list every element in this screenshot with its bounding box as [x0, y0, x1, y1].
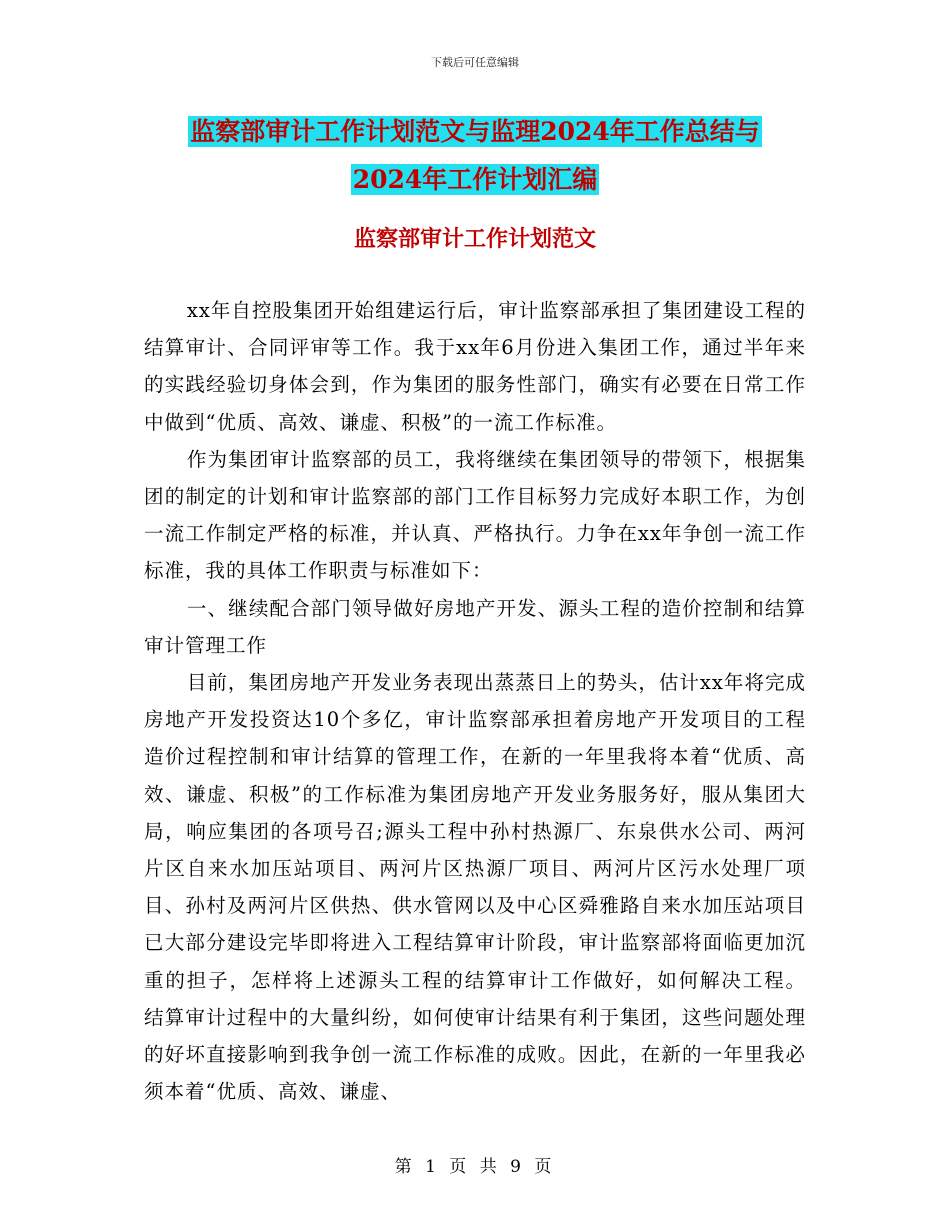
header-note: 下载后可任意编辑 [431, 56, 519, 69]
section-title: 监察部审计工作计划范文 [353, 226, 596, 252]
body-paragraph: 目前，集团房地产开发业务表现出蒸蒸日上的势头，估计xx年将完成房地产开发投资达10个多亿，审计监察部承担着房地产开发项目的工程造价过程控制和审计结算的管理工作，在新的一年里我将本着“优质、高效、谦虚、积极”的工作标准为集团房地产开发业务服务好，服从集团大局，响应集团的各项号召;源头工程中孙村热源厂、东泉供水公司、两河片区自来水加压站项目、两河片区热源厂项目、两河片区污水处理厂项目、孙村及两河片区供热、供水管网以及中心区舜雅路自来水加压站项目已大部分建设完毕即将进入工程结算审计阶段，审计监察部将面临更加沉重的担子，怎样将上述源头工程的结算审计工作做好，如何解决工程。 结算审计过程中的大量纠纷，如何使审计结果有利于集团，这些问题处理的好坏直接影响到我争创一流工作标准的成败。因此，在新的一年里我必须本着“优质、高效、谦虚、 [144, 671, 806, 1104]
document-title-line-2: 2024年工作计划汇编 [352, 165, 598, 194]
page-number-footer: 第 1 页 共 9 页 [394, 1157, 556, 1177]
document-title-line-1: 监察部审计工作计划范文与监理2024年工作总结与 [190, 117, 760, 146]
document-body [144, 292, 806, 1110]
body-heading-paragraph: 一、继续配合部门领导做好房地产开发、源头工程的造价控制和结算审计管理工作 [144, 596, 806, 657]
body-paragraph: 作为集团审计监察部的员工，我将继续在集团领导的带领下，根据集团的制定的计划和审计监察部的部门工作目标努力完成好本职工作，为创一流工作制定严格的标准，并认真、严格执行。力争在xx年争创一流工作标准，我的具体工作职责与标准如下： [144, 447, 806, 583]
body-paragraph: xx年自控股集团开始组建运行后，审计监察部承担了集团建设工程的结算审计、合同评审等工作。我于xx年6月份进入集团工作，通过半年来的实践经验切身体会到，作为集团的服务性部门，确实有必要在日常工作中做到“优质、高效、谦虚、积极”的一流工作标准。 [144, 299, 806, 434]
document-title [120, 108, 830, 204]
